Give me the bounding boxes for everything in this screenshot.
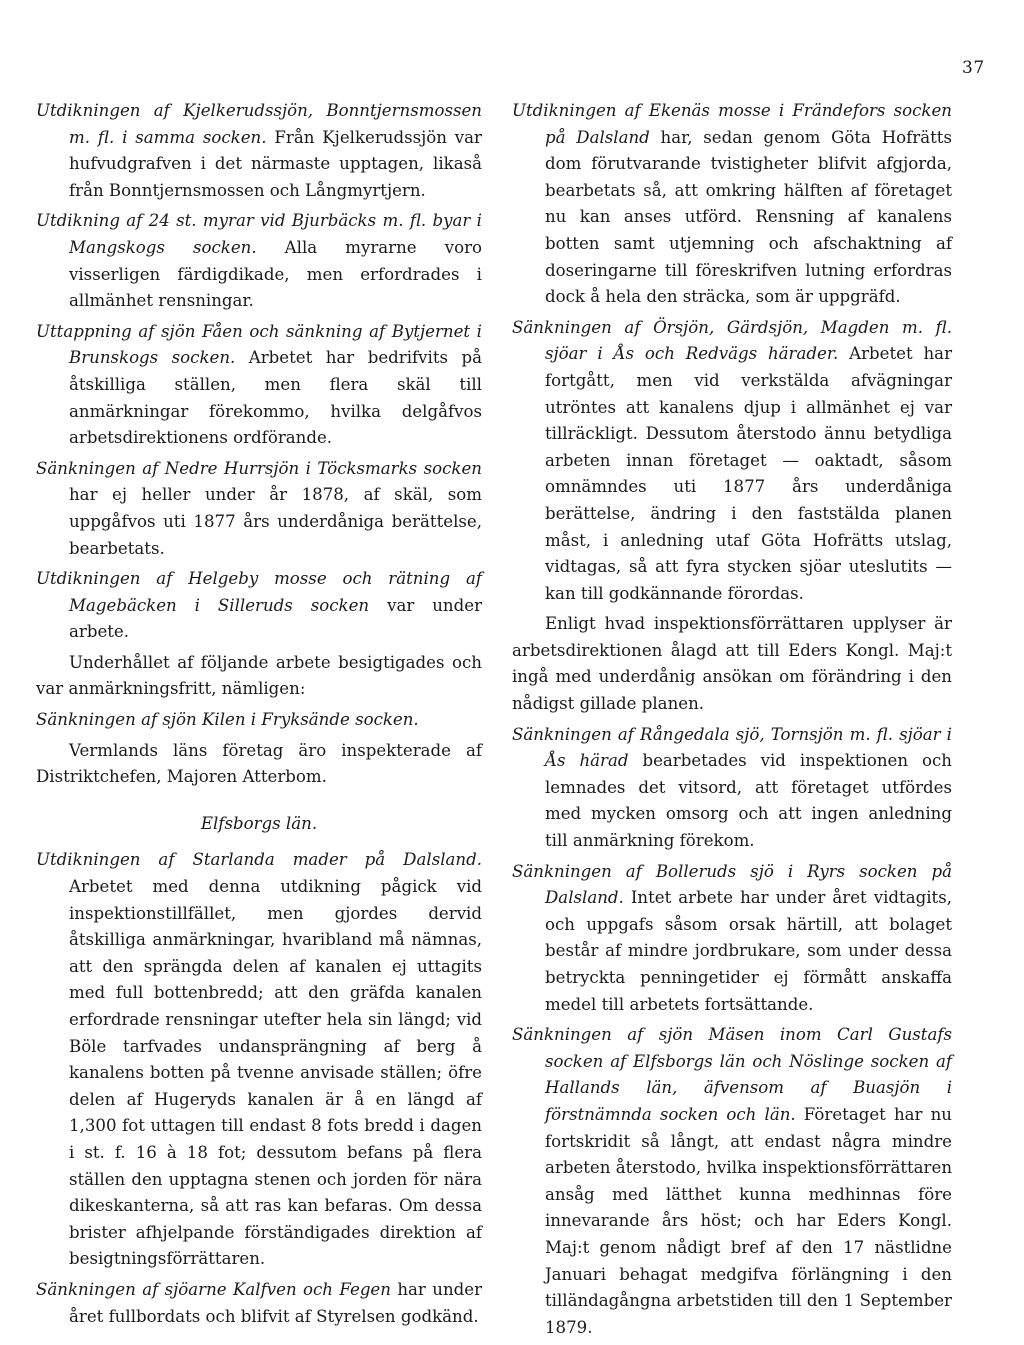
paragraph: [36, 1277, 482, 1330]
paragraph: [36, 707, 482, 734]
paragraph-title: Sänkningen af sjön Mäsen inom Carl Gustafs socken af Elfsborgs län och Nöslinge socken af Hallands län, äfvensom af Buasjön i förstnämnda socken och län.: [512, 1025, 952, 1124]
paragraph-body: har, sedan genom Göta Hofrätts dom förutvarande tvistigheter blifvit afgjorda, bearbetats så, att omkring hälften af företaget nu kan anses utförd. Rensning af kanalens botten samt utjemning och afschaktning af doseringarne till föreskrifven lutning erfordras dock å hela den sträcka, som är uppgräfd.: [545, 127, 952, 307]
paragraph-title: Sänkningen af Nedre Hurrsjön i Töcksmarks socken: [36, 458, 482, 478]
paragraph-body: bearbetades vid inspektionen och lemnades det vitsord, att företaget utfördes med mycken omsorg och att ingen anledning till anmärkning förekom.: [545, 751, 952, 851]
paragraph-body: Arbetet med denna utdikning pågick vid inspektionstillfället, men gjordes dervid åtskilliga anmärkningar, hvaribland må nämnas, att den sprängda delen af kanalen ej uttagits med full bottenbredd; att den gräfda kanalen erfordrade rensningar utefter hela sin längd; vid Böle tarfvades undansprängning af berg å kanalens botten på tvenne anvisade ställen; öfre delen af Hugeryds kanalen är å en längd af 1,300 fot uttagen till endast 8 fots bredd i dagen i st. f. 16 à 18 fot; dessutom befans på flera ställen den upptagna stenen och jorden för nära dikeskanterna, så att ras kan befaras. Om dessa brister afhjelpande förständigades direktion af besigtningsförrättaren.: [69, 877, 482, 1269]
paragraph-body: Arbetet har fortgått, men vid verkstälda afvägningar utröntes att kanalens djup i allmänhet ej var tillräckligt. Dessutom återstodo ännu betydliga arbeten innan företaget — oaktadt, såsom omnämndes uti 1877 års underdåniga berättelse, ändring i den faststälda planen måst, i anledning utaf Göta Hofrätts utslag, vidtagas, så att fyra stycken sjöar uteslutits — kan till godkännande förordas.: [545, 344, 953, 603]
paragraph-body: har under året fullbordats och blifvit af Styrelsen godkänd.: [69, 1279, 483, 1326]
paragraph-title: Sänkningen af sjöarne Kalfven och Fegen: [36, 1279, 391, 1299]
paragraph: [512, 611, 952, 717]
paragraph: [36, 650, 482, 703]
paragraph: [512, 315, 952, 608]
paragraph-title: Utdikningen af Kjelkerudssjön, Bonntjernsmossen m. fl. i samma socken.: [36, 101, 482, 147]
paragraph-body: var under arbete.: [69, 595, 482, 642]
paragraph-body: Från Kjelkerudssjön var hufvudgrafven i det närmaste upptagen, likaså från Bonntjernsmossen och Långmyrtjern.: [69, 127, 482, 200]
paragraph-body: Alla myrarne voro visserligen färdigdikade, men erfordrades i allmänhet rensningar.: [69, 237, 482, 311]
paragraph: [36, 847, 482, 1273]
paragraph-body: Arbetet har bedrifvits på åtskilliga ställen, men flera skäl till anmärkningar förekommo, hvilka delgåfvos arbetsdirektionens ordförande.: [69, 348, 482, 448]
paragraph-body: Enligt hvad inspektionsförrättaren upplyser är arbetsdirektionen ålagd att till Eders Kongl. Maj:t ingå med underdånig ansökan om förändring i den nådigst gillade planen.: [512, 614, 952, 714]
paragraph-body: Företaget har nu fortskridit så långt, att endast några mindre arbeten återstodo, hvilka inspektionsförrättaren ansåg med lätthet kunna medhinnas före innevarande års höst; och har Eders Kongl. Maj:t genom nådigt bref af den 17 nästlidne Januari behagat medgifva förlängning i den tilländagångna arbetstiden till den 1 September 1879.: [545, 1104, 953, 1337]
paragraph-title: Sänkningen af Örsjön, Gärdsjön, Magden m. fl. sjöar i Ås och Redvägs härader.: [512, 317, 952, 364]
right-column: [512, 98, 952, 1345]
paragraph: [36, 208, 482, 314]
paragraph-title: Sänkningen af Bolleruds sjö i Ryrs socken på Dalsland.: [512, 861, 952, 908]
section-heading-text: Elfsborgs län.: [200, 813, 318, 833]
paragraph: [512, 98, 952, 311]
paragraph-title: Uttappning af sjön Fåen och sänkning af Bytjernet i Brunskogs socken.: [36, 321, 482, 368]
paragraph: [36, 738, 482, 791]
page-number: 37: [962, 58, 985, 78]
paragraph: [512, 722, 952, 855]
paragraph: [36, 566, 482, 646]
paragraph: [512, 1022, 952, 1341]
section-heading: [36, 811, 482, 838]
paragraph: [36, 456, 482, 562]
paragraph-body: Vermlands läns företag äro inspekterade af Distriktchefen, Majoren Atterbom.: [36, 740, 482, 787]
paragraph-body: har ej heller under år 1878, af skäl, som uppgåfvos uti 1877 års underdåniga berättelse, bearbetats.: [69, 485, 482, 558]
paragraph-title: Sänkningen af sjön Kilen i Fryksände socken.: [36, 710, 419, 730]
paragraph: [36, 319, 482, 452]
paragraph-title: Utdikning af 24 st. myrar vid Bjurbäcks m. fl. byar i Mangskogs socken.: [36, 211, 482, 257]
paragraph-body: Intet arbete har under året vidtagits, och uppgafs såsom orsak härtill, att bolaget består af mindre jordbrukare, som under dessa betryckta penningetider ej förmått anskaffa medel till arbetets fortsättande.: [545, 888, 952, 1014]
left-column: [36, 98, 482, 1334]
paragraph: [36, 98, 482, 204]
paragraph-title: Utdikningen af Helgeby mosse och rätning af Magebäcken i Silleruds socken: [36, 569, 482, 615]
paragraph-title: Utdikningen af Ekenäs mosse i Frändefors socken på Dalsland: [512, 101, 952, 147]
paragraph: [512, 859, 952, 1019]
paragraph-title: Sänkningen af Rångedala sjö, Tornsjön m. fl. sjöar i Ås härad: [512, 724, 952, 771]
paragraph-body: Underhållet af följande arbete besigtigades och var anmärkningsfritt, nämligen:: [36, 652, 482, 699]
paragraph-title: Utdikningen af Starlanda mader på Dalsland.: [36, 850, 482, 870]
